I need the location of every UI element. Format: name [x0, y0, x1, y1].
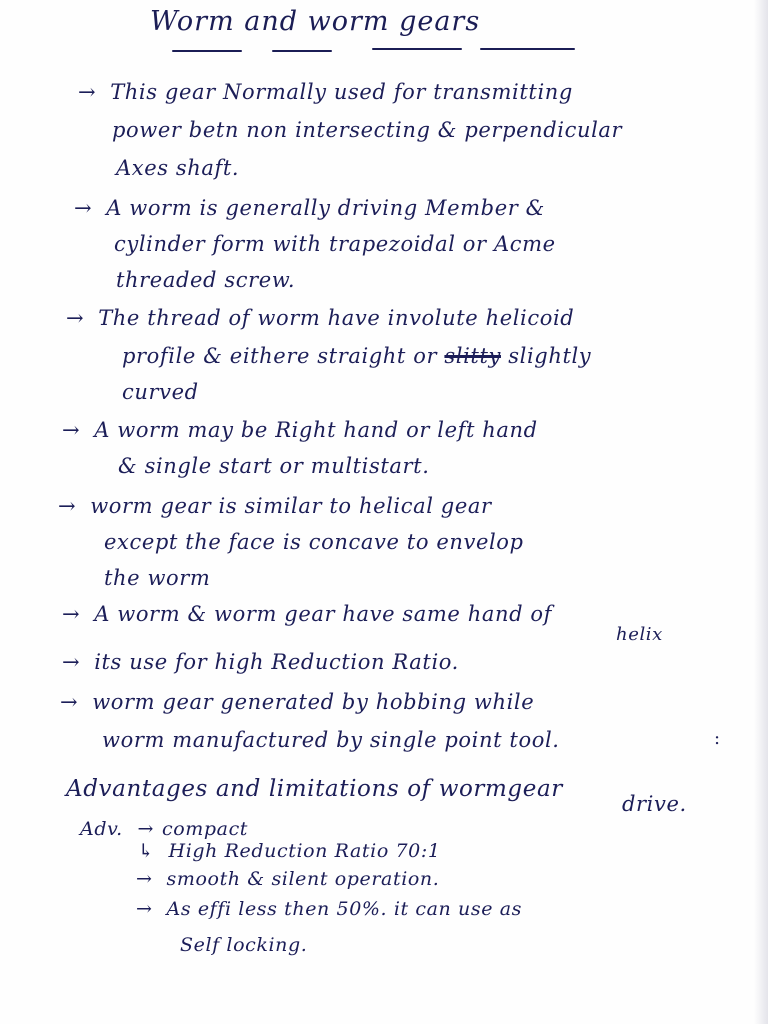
adv-item-4 — [136, 898, 522, 920]
note-line-3 — [116, 156, 239, 180]
arrow-icon: → — [62, 650, 81, 674]
note-text: profile & eithere straight or — [122, 344, 438, 368]
adv-text: As effi less then 50%. it can use as — [166, 898, 522, 920]
note-text: curved — [122, 380, 199, 404]
note-text: A worm & worm gear have same hand of — [94, 602, 553, 626]
note-text: worm manufactured by single point tool. — [102, 728, 560, 752]
arrow-icon: → — [62, 602, 81, 626]
note-line-15 — [62, 602, 552, 626]
note-line-2 — [112, 118, 622, 142]
title-underline-3 — [372, 48, 462, 50]
note-line-6 — [116, 268, 295, 292]
advantages-heading — [66, 776, 563, 802]
note-text: helix — [616, 624, 663, 645]
note-line-10 — [62, 418, 538, 442]
struck-word: slitty — [444, 344, 501, 368]
note-text: A worm is generally driving Member & — [106, 196, 545, 220]
note-text: worm gear generated by hobbing while — [92, 690, 535, 714]
note-line-8 — [122, 344, 591, 368]
note-line-7 — [66, 306, 574, 330]
arrow-icon: → — [60, 690, 79, 714]
arrow-icon: → — [66, 306, 85, 330]
page-edge-shadow — [754, 0, 768, 1024]
note-line-17 — [60, 690, 534, 714]
note-text: its use for high Reduction Ratio. — [94, 650, 459, 674]
note-line-12 — [58, 494, 492, 518]
arrow-icon: → — [62, 418, 81, 442]
note-text: This gear Normally used for transmitting — [110, 80, 573, 104]
note-text: & single start or multistart. — [118, 454, 430, 478]
note-text: except the face is concave to envelop — [104, 530, 524, 554]
advantages-heading-cont — [622, 792, 687, 816]
note-text: A worm may be Right hand or left hand — [94, 418, 538, 442]
arrow-icon: → — [136, 868, 153, 890]
adv-text: Self locking. — [180, 934, 308, 956]
note-text: worm gear is similar to helical gear — [90, 494, 492, 518]
title-underline-4 — [480, 48, 575, 50]
note-line-15b — [616, 624, 663, 645]
note-line-9 — [122, 380, 199, 404]
heading-text: Advantages and limitations of wormgear — [66, 776, 563, 802]
title-underline-1 — [172, 50, 242, 52]
note-text: slightly — [508, 344, 592, 368]
note-text: cylinder form with trapezoidal or Acme — [114, 232, 556, 256]
hook-arrow-icon: ↳ — [138, 840, 155, 862]
note-line-14 — [104, 566, 210, 590]
arrow-icon: → — [58, 494, 77, 518]
note-text: Axes shaft. — [116, 156, 240, 180]
arrow-icon: → — [137, 818, 154, 840]
stray-mark: : — [714, 728, 721, 749]
adv-item-2 — [138, 840, 441, 862]
adv-item-3 — [136, 868, 439, 890]
adv-label: Adv. — [80, 818, 123, 840]
arrow-icon: → — [78, 80, 97, 104]
adv-text: High Reduction Ratio 70:1 — [168, 840, 441, 862]
adv-item-1 — [80, 818, 248, 840]
note-line-16 — [62, 650, 459, 674]
note-text: the worm — [104, 566, 211, 590]
note-line-18 — [102, 728, 560, 752]
arrow-icon: → — [74, 196, 93, 220]
title-underline-2 — [272, 50, 332, 52]
arrow-icon: → — [136, 898, 153, 920]
note-text: power betn non intersecting & perpendicular — [112, 118, 623, 142]
note-line-4 — [74, 196, 545, 220]
page-title: Worm and worm gears — [150, 6, 481, 37]
adv-text: smooth & silent operation. — [166, 868, 440, 890]
note-line-13 — [104, 530, 524, 554]
note-line-5 — [114, 232, 556, 256]
note-line-1 — [78, 80, 573, 104]
note-text: threaded screw. — [116, 268, 296, 292]
heading-text: drive. — [622, 792, 687, 816]
adv-text: compact — [161, 818, 249, 840]
note-line-11 — [118, 454, 430, 478]
adv-item-4b — [180, 934, 307, 956]
note-text: The thread of worm have involute helicoid — [98, 306, 575, 330]
